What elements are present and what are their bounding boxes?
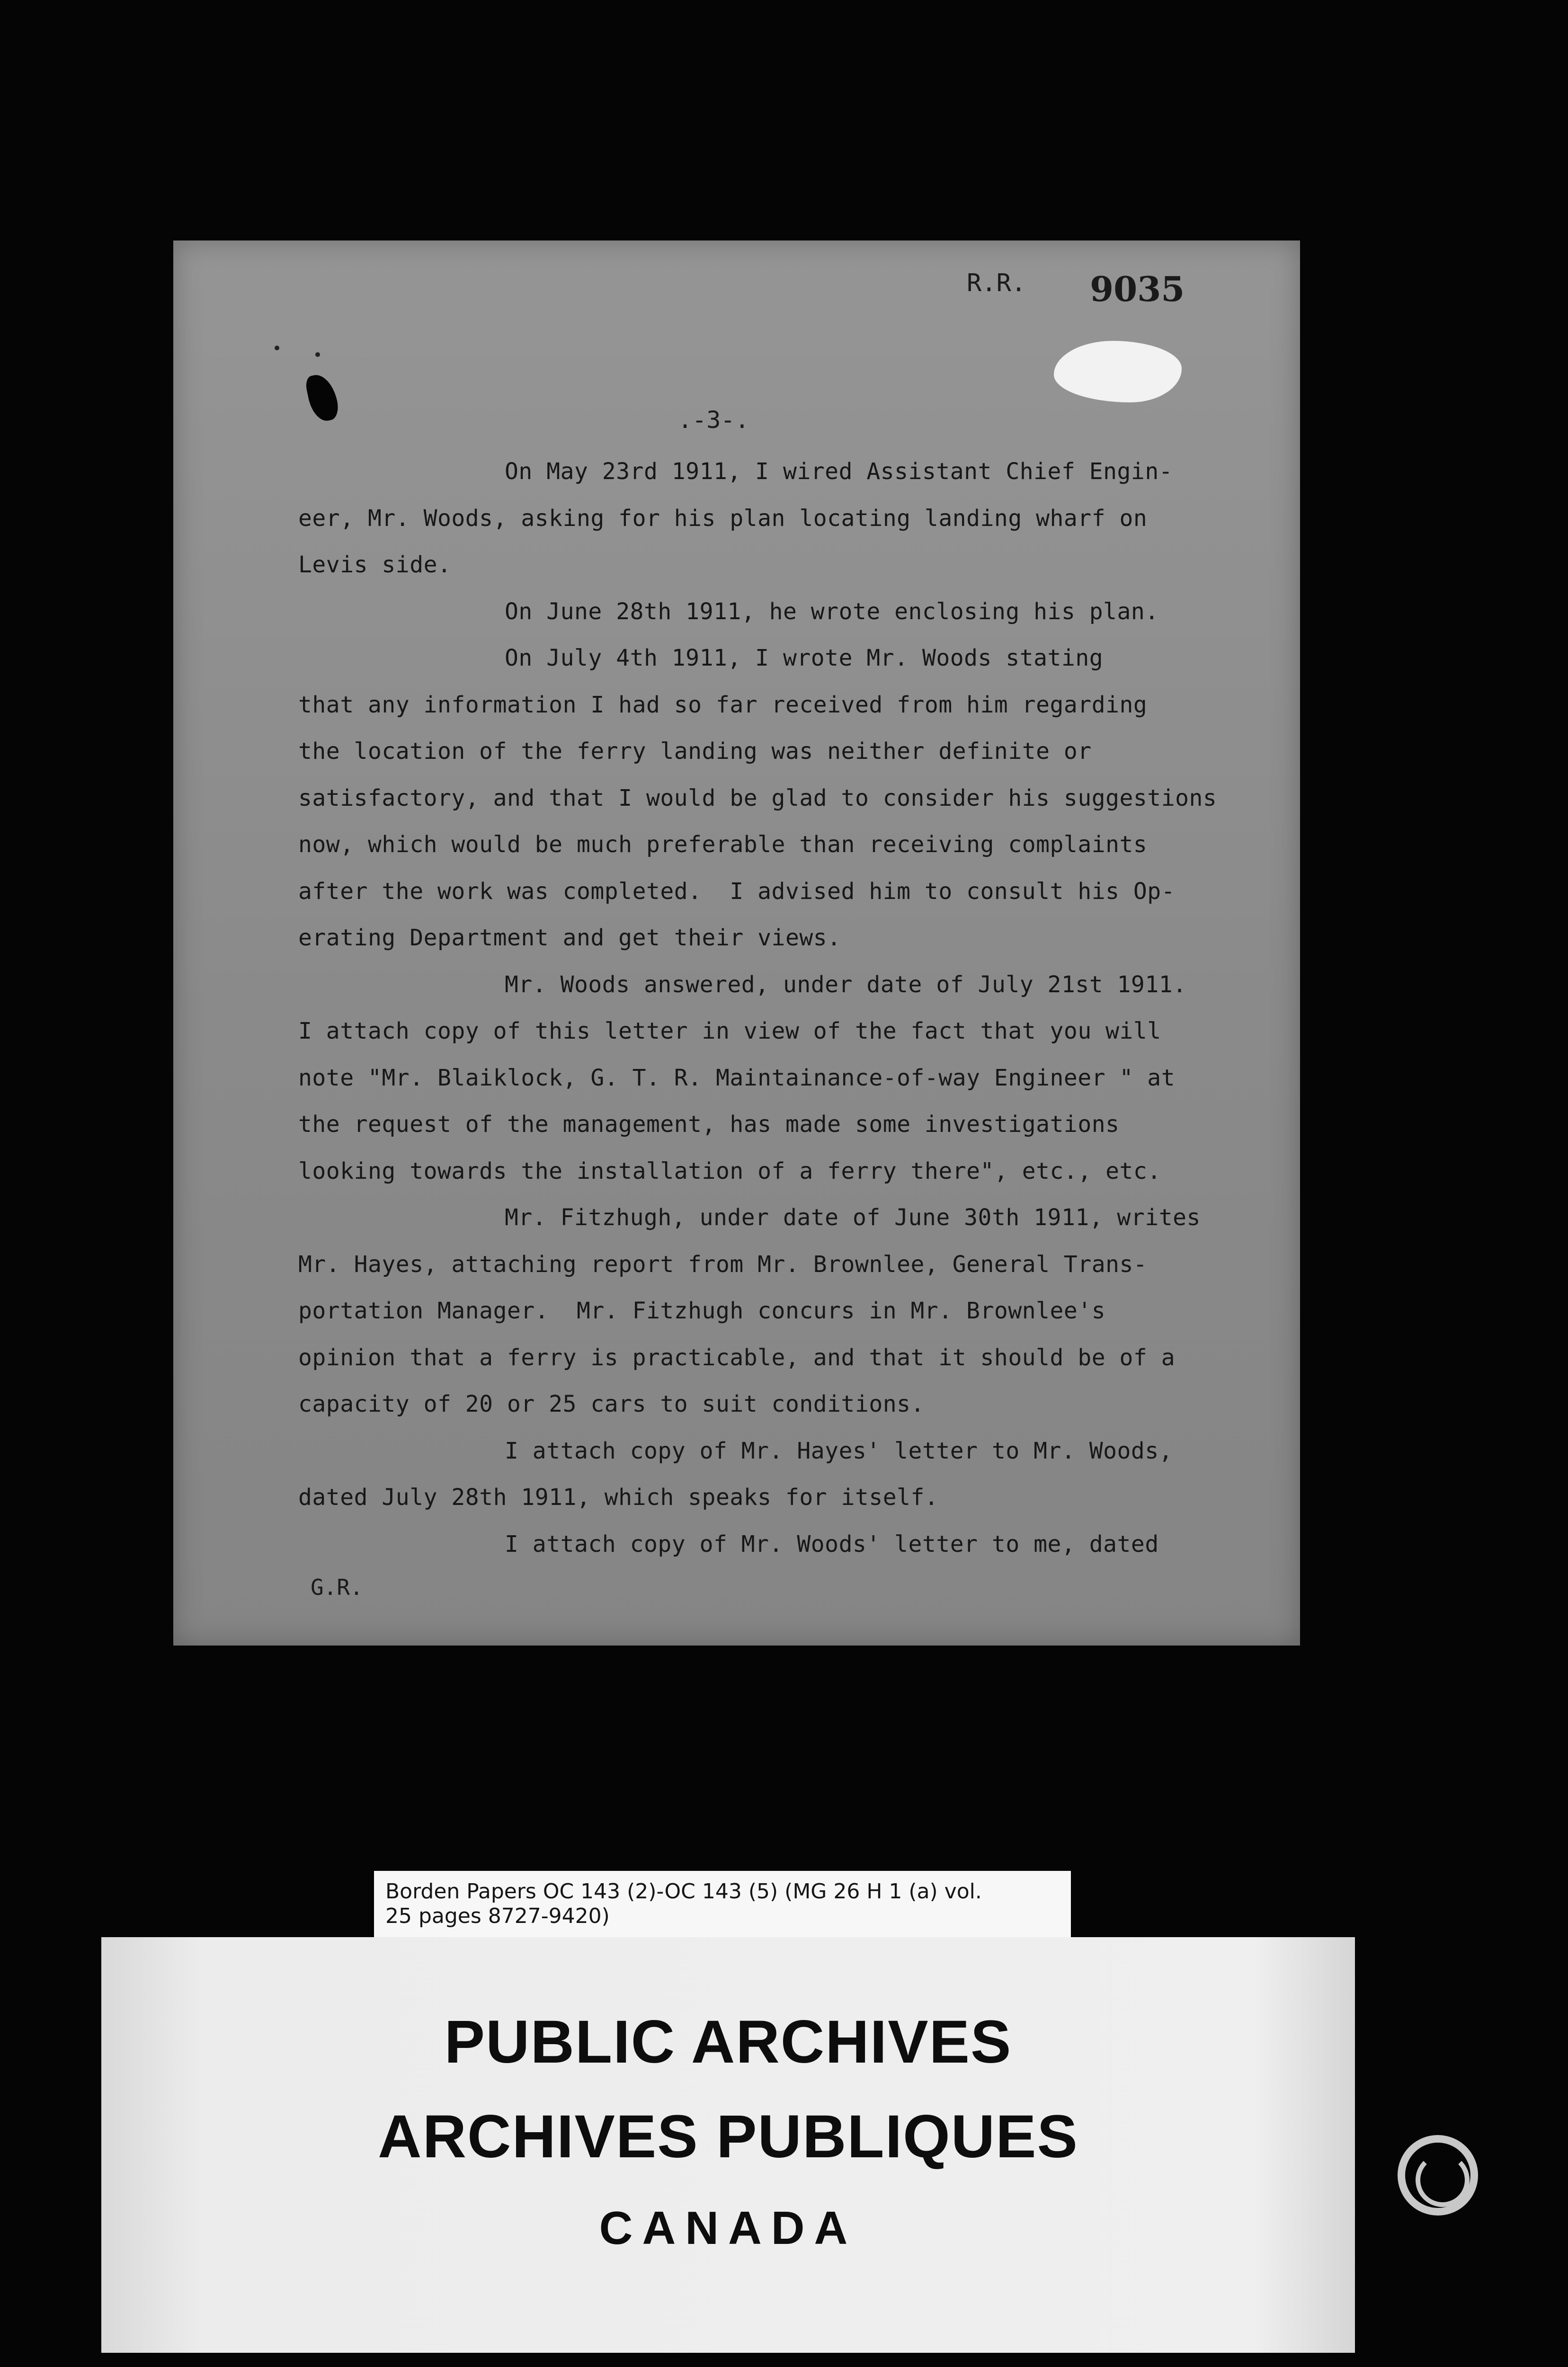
letter-line: I attach copy of Mr. Hayes' letter to Mr. Woods,	[505, 1438, 1173, 1464]
letter-line: the request of the management, has made some investigations	[298, 1111, 1120, 1138]
archive-caption	[374, 1871, 1071, 1937]
letter-line: the location of the ferry landing was neither definite or	[298, 738, 1092, 765]
letter-line: looking towards the installation of a ferry there", etc., etc.	[298, 1158, 1161, 1184]
letter-line: Mr. Hayes, attaching report from Mr. Brownlee, General Trans-	[298, 1251, 1148, 1278]
reference-number: 9035	[1090, 269, 1185, 309]
letter-line: that any information I had so far received from him regarding	[298, 692, 1148, 718]
letter-line: Mr. Fitzhugh, under date of June 30th 1911, writes	[505, 1204, 1201, 1231]
letter-line: On June 28th 1911, he wrote enclosing his plan.	[505, 598, 1159, 625]
letter-line: On July 4th 1911, I wrote Mr. Woods stating	[505, 645, 1104, 671]
letter-line: dated July 28th 1911, which speaks for itself.	[298, 1484, 939, 1511]
letter-line: note "Mr. Blaiklock, G. T. R. Maintainance-of-way Engineer " at	[298, 1065, 1176, 1091]
letter-line: eer, Mr. Woods, asking for his plan locating landing wharf on	[298, 505, 1148, 532]
letter-body	[173, 240, 1300, 1646]
letter-line: On May 23rd 1911, I wired Assistant Chief Engin-	[505, 458, 1173, 485]
archive-card	[101, 1937, 1355, 2353]
archive-country: CANADA	[599, 2202, 857, 2254]
letter-line: I attach copy of this letter in view of the fact that you will	[298, 1018, 1161, 1044]
archives-logo-icon	[1398, 2135, 1478, 2216]
letter-line: I attach copy of Mr. Woods' letter to me, dated	[505, 1531, 1159, 1557]
letter-line: portation Manager. Mr. Fitzhugh concurs in Mr. Brownlee's	[298, 1298, 1106, 1324]
document-page	[173, 240, 1300, 1646]
letter-line: Mr. Woods answered, under date of July 21st 1911.	[505, 971, 1187, 998]
letter-line: opinion that a ferry is practicable, and that it should be of a	[298, 1344, 1176, 1371]
page-number: .-3-.	[678, 406, 749, 434]
caption-line: Borden Papers OC 143 (2)-OC 143 (5) (MG 26 H 1 (a) vol.	[385, 1879, 982, 1904]
letter-line: Levis side.	[298, 552, 452, 578]
archive-title-en: PUBLIC ARCHIVES	[444, 2008, 1012, 2076]
signoff-initials: G.R.	[311, 1575, 363, 1600]
letter-line: now, which would be much preferable than receiving complaints	[298, 831, 1148, 858]
caption-line: 25 pages 8727-9420)	[385, 1904, 610, 1928]
letter-line: satisfactory, and that I would be glad to consider his suggestions	[298, 785, 1217, 811]
archive-title-fr: ARCHIVES PUBLIQUES	[378, 2103, 1078, 2171]
letter-line: capacity of 20 or 25 cars to suit conditions.	[298, 1391, 925, 1417]
letter-line: erating Department and get their views.	[298, 925, 841, 951]
letter-line: after the work was completed. I advised him to consult his Op-	[298, 878, 1176, 905]
reference-code: R.R.	[967, 269, 1026, 297]
